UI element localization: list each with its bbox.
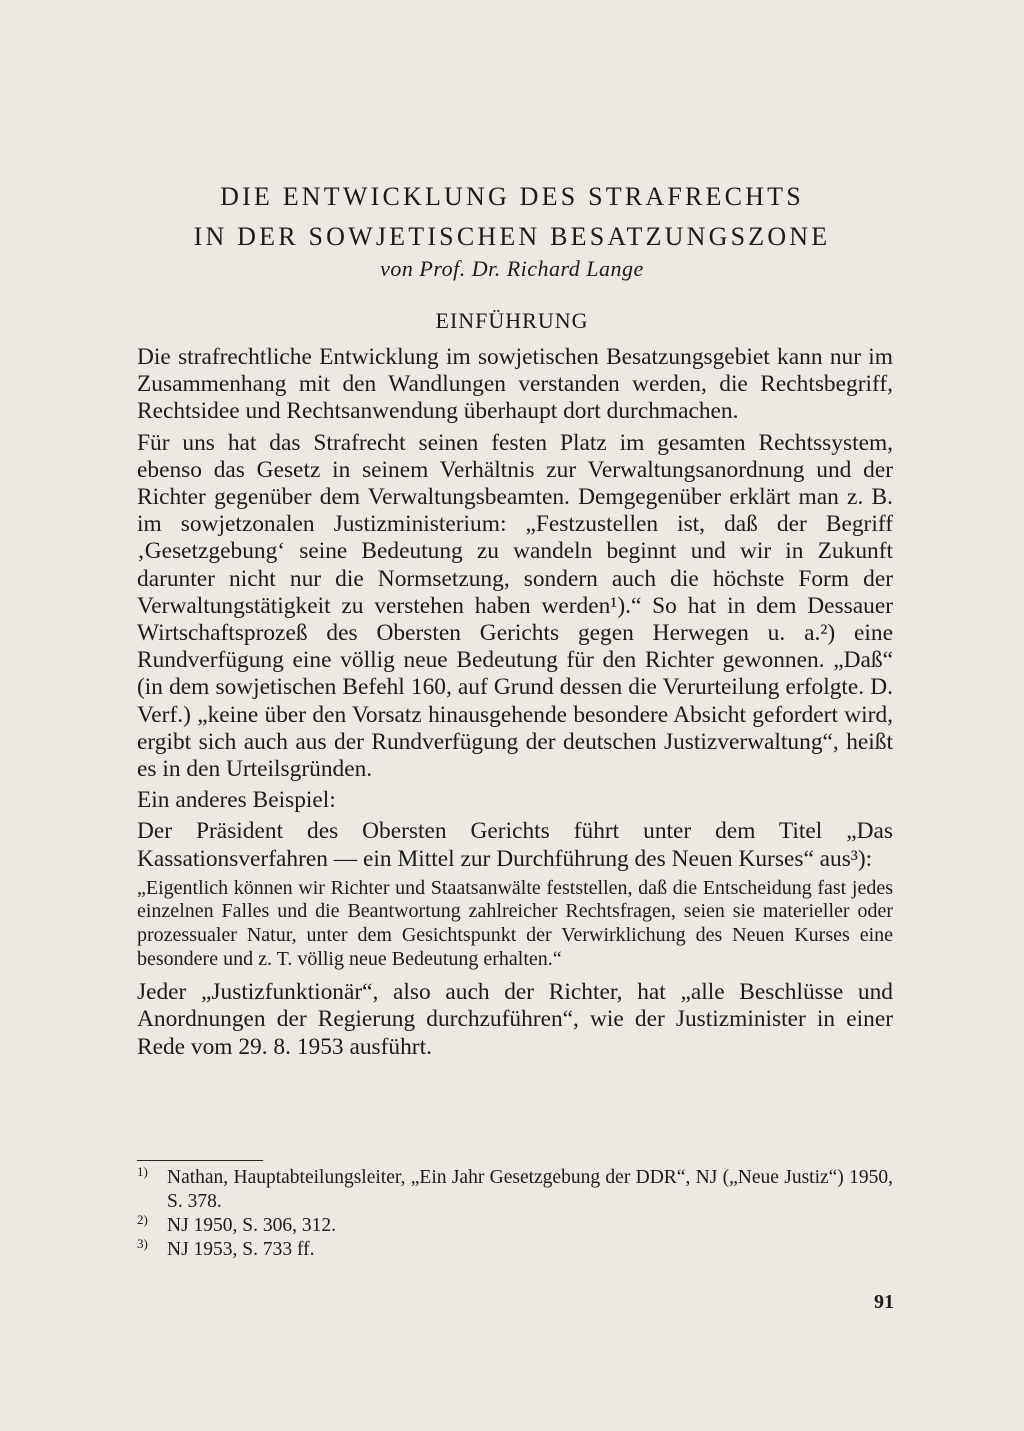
paragraph-2: Für uns hat das Strafrecht seinen festen Platz im gesamten Rechtssystem, ebenso das Gesetz in seinem Verhältnis zur Verwaltungsanordnung und der Richter gegenüber dem Verwaltungsbeamten. Demgegenüber erklärt man z. B. im sowjetzonalen Justizministerium: „Festzustellen ist, daß der Begriff ‚Gesetzgebung‘ seine Bedeutung zu wandeln beginnt und wir in Zukunft darunter nicht nur die Normsetzung, sondern auch die höchste Form der Verwaltungstätigkeit zu verstehen haben werden¹).“ So hat in dem Dessauer Wirtschaftsprozeß des Obersten Gerichts gegen Herwegen u. a.²) eine Rundverfügung eine völlig neue Bedeutung für den Richter gewonnen. „Daß“ (in dem sowjetischen Befehl 160, auf Grund dessen die Verurteilung erfolgte. D. Verf.) „keine über den Vorsatz hinausgehende besondere Absicht gefordert wird, ergibt sich auch aus der Rundverfügung der deutschen Justizverwaltung“, heißt es in den Urteilsgründen. bbox=[137, 429, 893, 783]
footnote-marker: 2) bbox=[137, 1212, 148, 1227]
footnote-text: Nathan, Hauptabteilungsleiter, „Ein Jahr Gesetzgebung der DDR“, NJ („Neue Justiz“) 1950, S. 378. bbox=[167, 1167, 893, 1212]
paragraph-closing: Jeder „Justizfunktionär“, also auch der Richter, hat „alle Beschlüsse und Anordnungen der Regierung durchzuführen“, wie der Justizminister in einer Rede vom 29. 8. 1953 ausführt. bbox=[137, 979, 893, 1060]
title-line-1: DIE ENTWICKLUNG DES STRAFRECHTS bbox=[220, 182, 804, 211]
footnote-marker: 1) bbox=[137, 1164, 148, 1179]
footnote-text: NJ 1953, S. 733 ff. bbox=[167, 1239, 315, 1260]
footnote-text: NJ 1950, S. 306, 312. bbox=[167, 1215, 337, 1236]
footnote-marker: 3) bbox=[137, 1236, 148, 1251]
paragraph-4: Der Präsident des Obersten Gerichts führt unter dem Titel „Das Kassationsverfahren — ein Mittel zur Durchführung des Neuen Kurses“ aus³): bbox=[137, 818, 893, 872]
footnotes bbox=[137, 1166, 893, 1262]
body-text bbox=[137, 344, 893, 1065]
block-quote: „Eigentlich können wir Richter und Staatsanwälte feststellen, daß die Entscheidung fast jedes einzelnen Falles und die Beantwortung zahlreicher Rechtsfragen, seien sie materieller oder prozessualer Natur, unter dem Gesichtspunkt der Verwirklichung des Neuen Kurses eine besondere und z. T. völlig neue Bedeutung erhalten.“ bbox=[137, 876, 893, 970]
title-line-2: IN DER SOWJETISCHEN BESATZUNGSZONE bbox=[193, 222, 831, 251]
footnote-2 bbox=[137, 1214, 893, 1238]
section-heading: EINFÜHRUNG bbox=[435, 308, 589, 333]
paragraph-1: Die strafrechtliche Entwicklung im sowjetischen Besatzungsgebiet kann nur im Zusammenhang mit den Wandlungen verstanden werden, die Rechtsbegriff, Rechtsidee und Rechtsanwendung überhaupt dort durchmachen. bbox=[137, 344, 893, 425]
paragraph-3: Ein anderes Beispiel: bbox=[137, 787, 336, 814]
author-line: von Prof. Dr. Richard Lange bbox=[380, 256, 644, 281]
footnote-1 bbox=[137, 1166, 893, 1214]
footnote-3 bbox=[137, 1238, 893, 1262]
page-number: 91 bbox=[874, 1291, 894, 1313]
